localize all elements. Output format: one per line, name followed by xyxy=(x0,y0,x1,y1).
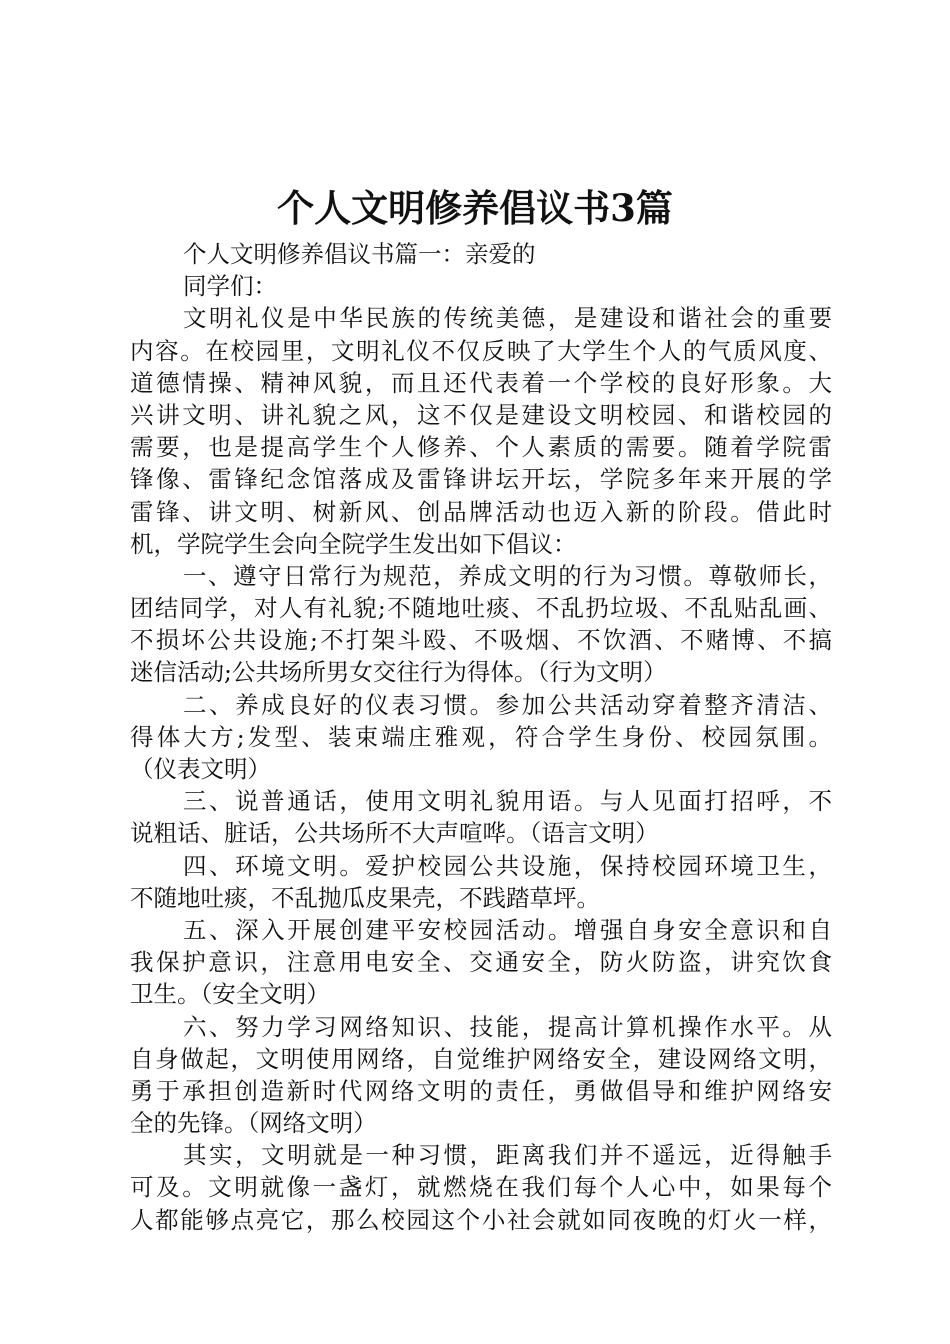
text-line: 我保护意识，注意用电安全、交通安全，防火防盗，讲究饮食 xyxy=(130,948,832,977)
text-line: 得体大方;发型、装束端庄雅观，符合学生身份、校园氛围。 xyxy=(130,722,832,751)
text-line: 可及。文明就像一盏灯，就燃烧在我们每个人心中，如果每个 xyxy=(130,1173,832,1202)
text-line: 道德情操、精神风貌，而且还代表着一个学校的良好形象。大 xyxy=(130,368,832,397)
text-line: 二、养成良好的仪表习惯。参加公共活动穿着整齐清洁、 xyxy=(183,690,832,719)
text-line: 雷锋、讲文明、树新风、创品牌活动也迈入新的阶段。借此时 xyxy=(130,497,832,526)
document-title: 个人文明修养倡议书3篇 xyxy=(277,186,673,230)
text-line: 六、努力学习网络知识、技能，提高计算机操作水平。从 xyxy=(183,1012,832,1041)
text-line: 内容。在校园里，文明礼仪不仅反映了大学生个人的气质风度、 xyxy=(130,336,832,365)
text-line: 机，学院学生会向全院学生发出如下倡议： xyxy=(130,529,577,558)
text-line: 不损坏公共设施;不打架斗殴、不吸烟、不饮酒、不赌博、不搞 xyxy=(130,626,832,655)
text-line: 文明礼仪是中华民族的传统美德，是建设和谐社会的重要 xyxy=(183,304,832,333)
text-line: 同学们： xyxy=(183,272,277,301)
text-line: （仪表文明） xyxy=(130,755,271,783)
text-line: 人都能够点亮它，那么校园这个小社会就如同夜晚的灯火一样， xyxy=(130,1205,832,1234)
text-line: 团结同学，对人有礼貌;不随地吐痰、不乱扔垃圾、不乱贴乱画、 xyxy=(130,594,832,623)
text-line: 三、说普通话，使用文明礼貌用语。与人见面打招呼，不 xyxy=(183,787,832,816)
text-line: 勇于承担创造新时代网络文明的责任，勇做倡导和维护网络安 xyxy=(130,1076,832,1105)
text-line: 卫生。（安全文明） xyxy=(130,980,330,1009)
text-line: 迷信活动;公共场所男女交往行为得体。（行为文明） xyxy=(130,658,667,687)
text-line: 五、深入开展创建平安校园活动。增强自身安全意识和自 xyxy=(183,915,832,944)
text-line: 锋像、雷锋纪念馆落成及雷锋讲坛开坛，学院多年来开展的学 xyxy=(130,465,832,494)
text-line: 四、环境文明。爱护校园公共设施，保持校园环境卫生， xyxy=(183,851,832,880)
document-body xyxy=(130,238,832,1236)
text-line: 不随地吐痰，不乱抛瓜皮果壳，不践踏草坪。 xyxy=(130,883,600,912)
text-line: 一、遵守日常行为规范，养成文明的行为习惯。尊敬师长， xyxy=(183,561,832,590)
text-line: 兴讲文明、讲礼貌之风，这不仅是建设文明校园、和谐校园的 xyxy=(130,400,832,429)
text-line: 说粗话、脏话，公共场所不大声喧哗。（语言文明） xyxy=(130,819,659,848)
text-line: 需要，也是提高学生个人修养、个人素质的需要。随着学院雷 xyxy=(130,433,832,462)
text-line: 自身做起，文明使用网络，自觉维护网络安全，建设网络文明， xyxy=(130,1044,832,1073)
text-line: 其实，文明就是一种习惯，距离我们并不遥远，近得触手 xyxy=(183,1141,832,1170)
text-line: 全的先锋。（网络文明） xyxy=(130,1109,377,1138)
text-line: 个人文明修养倡议书篇一：亲爱的 xyxy=(183,240,536,268)
